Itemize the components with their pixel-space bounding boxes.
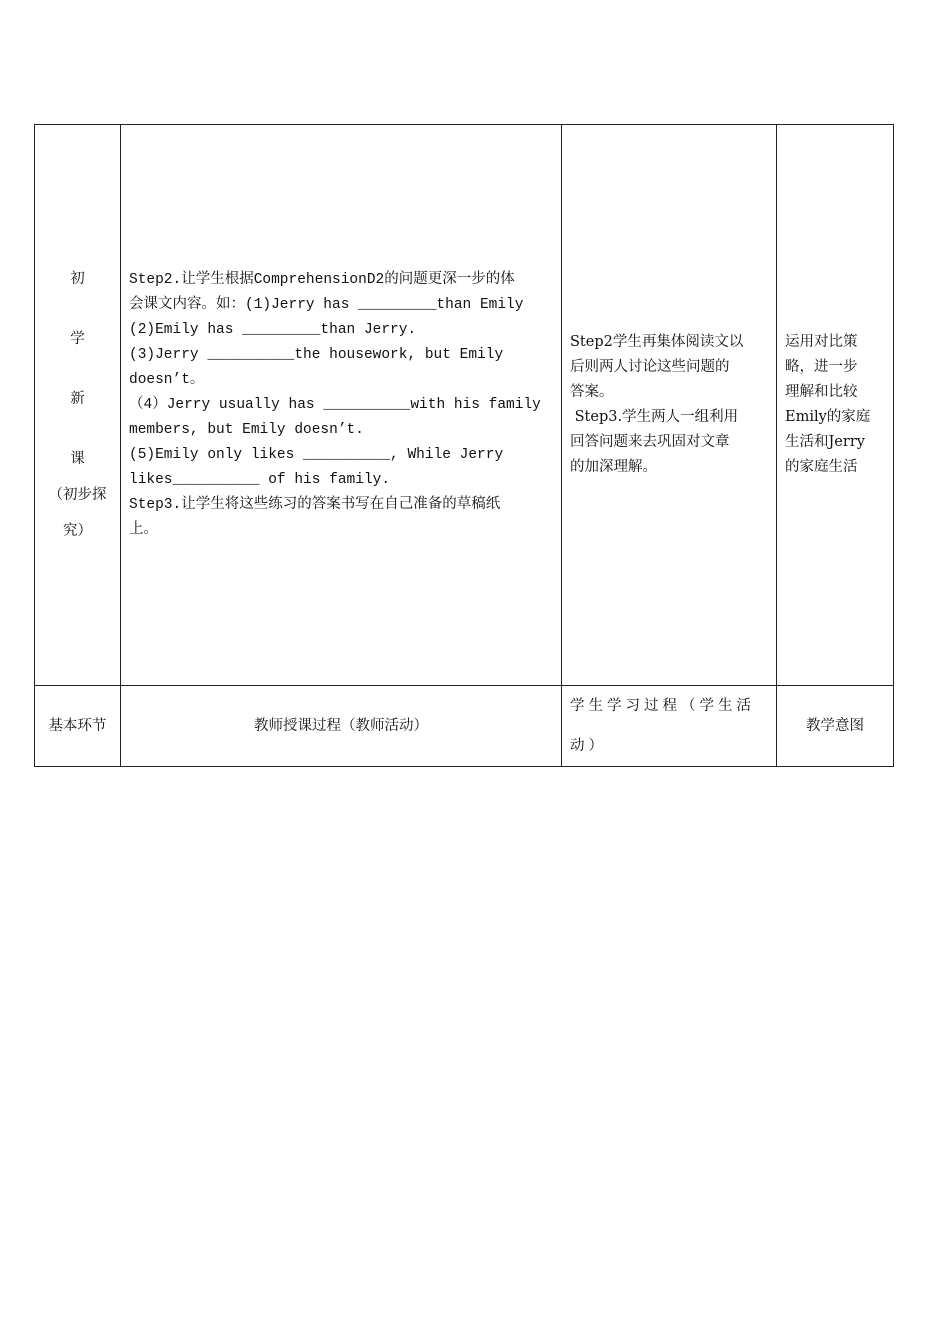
teacher-line: （4）Jerry usually has __________with his family: [129, 396, 541, 413]
stage-char: 新: [70, 391, 85, 407]
intent-line: Emily的家庭: [785, 409, 871, 425]
student-line: Step2学生再集体阅读文以: [570, 334, 744, 350]
intent-line: 生活和Jerry: [785, 434, 865, 450]
teacher-line: Step3.让学生将这些练习的答案书写在自己准备的草稿纸: [129, 496, 501, 513]
intent-line: 略，进一步: [785, 359, 858, 375]
header-stage: 基本环节: [35, 686, 121, 767]
teacher-line: 上。: [129, 521, 158, 538]
teacher-line: (5)Emily only likes __________, While Jerry: [129, 446, 504, 463]
stage-char: 课: [70, 451, 85, 467]
header-teacher-activity: 教师授课过程（教师活动）: [121, 686, 562, 767]
intent-line: 的家庭生活: [785, 459, 858, 475]
student-activity-cell: [562, 125, 777, 686]
stage-subtitle: 究）: [63, 523, 92, 539]
teacher-line: doesn’t。: [129, 371, 205, 388]
student-line: 的加深理解。: [570, 459, 657, 475]
student-line: 回答问题来去巩固对文章: [570, 434, 730, 450]
teacher-line: likes__________ of his family.: [129, 471, 391, 488]
teacher-activity-cell: [121, 125, 562, 686]
stage-char: 初: [70, 271, 85, 287]
student-line: 答案。: [570, 384, 614, 400]
header-student-activity: 学生学习过程（学生活动）: [562, 686, 777, 767]
stage-char: 学: [70, 331, 85, 347]
teacher-line: (2)Emily has _________than Jerry.: [129, 321, 417, 338]
teacher-line: members, but Emily doesn’t.: [129, 421, 364, 438]
student-line: Step3.学生两人一组利用: [570, 409, 739, 425]
intent-line: 理解和比较: [785, 384, 858, 400]
stage-subtitle: （初步探: [48, 487, 107, 503]
teacher-line: 会课文内容。如：(1)Jerry has _________than Emily: [129, 296, 524, 313]
header-teaching-intent: 教学意图: [777, 686, 894, 767]
table-header-row: [35, 686, 894, 767]
teacher-line: Step2.让学生根据ComprehensionD2的问题更深一步的体: [129, 271, 515, 288]
teaching-intent-cell: [777, 125, 894, 686]
intent-line: 运用对比策: [785, 334, 858, 350]
student-line: 后则两人讨论这些问题的: [570, 359, 730, 375]
stage-cell: [35, 125, 121, 686]
teacher-line: (3)Jerry __________the housework, but Emily: [129, 346, 504, 363]
lesson-plan-table: [34, 124, 894, 767]
lesson-row: [35, 125, 894, 686]
